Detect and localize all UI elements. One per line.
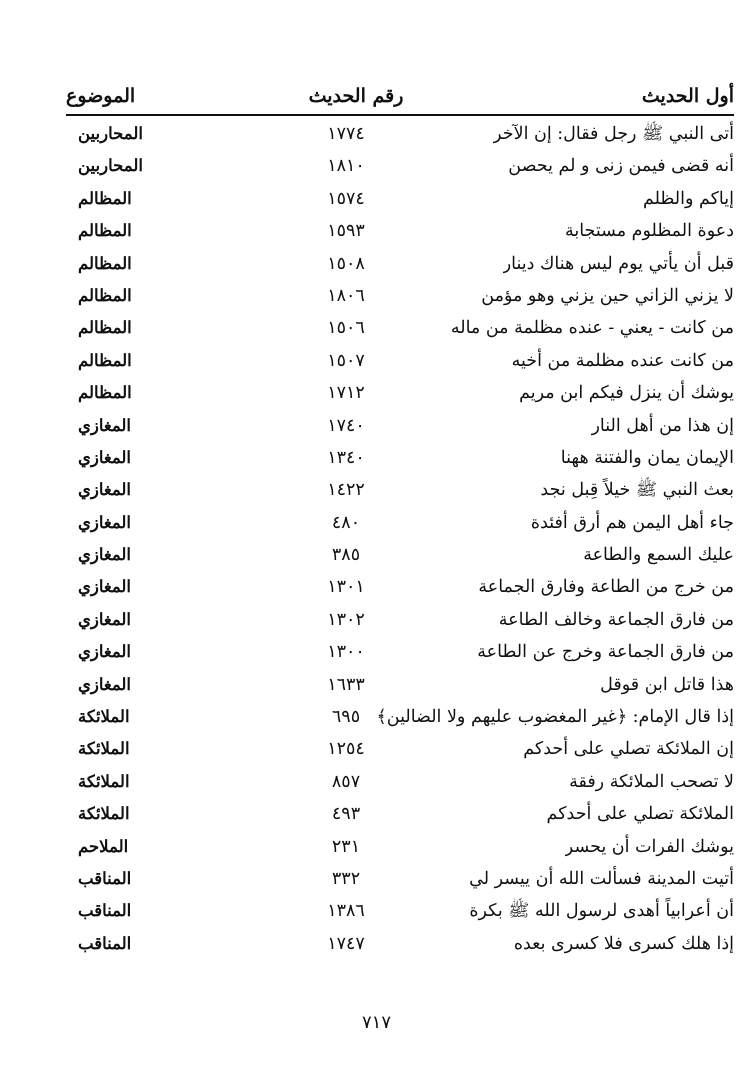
table-row — [66, 312, 734, 344]
table-row — [66, 248, 734, 280]
topic-cell: المناقب — [78, 868, 132, 888]
topic-cell: المغازي — [78, 415, 132, 435]
table-header — [66, 78, 734, 114]
table-row — [66, 377, 734, 409]
table-row — [66, 669, 734, 701]
first-hadith-cell: لا تصحب الملائكة رفقة — [569, 771, 734, 792]
first-hadith-cell: بعث النبي ﷺ خيلاً قِبل نجد — [540, 480, 734, 501]
table-row — [66, 636, 734, 668]
first-hadith-cell: هذا قاتل ابن قوقل — [600, 674, 734, 695]
table-row — [66, 183, 734, 215]
hadith-number-cell: ١٨٠٦ — [327, 285, 365, 306]
table-row — [66, 571, 734, 603]
table-row — [66, 539, 734, 571]
table-row — [66, 863, 734, 895]
column-header-topic: الموضوع — [66, 85, 136, 107]
first-hadith-cell: لا يزني الزاني حين يزني وهو مؤمن — [481, 285, 734, 306]
topic-cell: الملائكة — [78, 707, 130, 727]
topic-cell: الملاحم — [78, 836, 129, 856]
first-hadith-cell: إياكم والظلم — [642, 188, 734, 209]
hadith-number-cell: ٤٩٣ — [331, 804, 361, 825]
first-hadith-cell: من فارق الجماعة وخرج عن الطاعة — [477, 642, 734, 663]
table-row — [66, 280, 734, 312]
table-row — [66, 215, 734, 247]
table-row — [66, 928, 734, 960]
hadith-number-cell: ١٥٠٦ — [327, 318, 365, 339]
index-table — [66, 118, 734, 960]
table-row — [66, 410, 734, 442]
hadith-number-cell: ١٧٤٧ — [327, 933, 365, 954]
topic-cell: المظالم — [78, 350, 132, 370]
first-hadith-cell: أن أعرابياً أهدى لرسول الله ﷺ بكرة — [469, 901, 734, 922]
topic-cell: المظالم — [78, 318, 132, 338]
hadith-number-cell: ٣٨٥ — [331, 545, 361, 566]
hadith-number-cell: ٦٩٥ — [331, 707, 361, 728]
hadith-number-cell: ١٧٤٠ — [327, 415, 365, 436]
hadith-number-cell: ١٣٠١ — [327, 577, 365, 598]
topic-cell: المغازي — [78, 674, 132, 694]
hadith-number-cell: ١٣٠٢ — [327, 609, 365, 630]
table-row — [66, 442, 734, 474]
topic-cell: المظالم — [78, 253, 132, 273]
hadith-number-cell: ٤٨٠ — [331, 512, 361, 533]
topic-cell: المغازي — [78, 545, 132, 565]
hadith-number-cell: ١٣٤٠ — [327, 447, 365, 468]
hadith-number-cell: ١٢٥٤ — [327, 739, 365, 760]
hadith-number-cell: ١٣٠٠ — [327, 642, 365, 663]
topic-cell: المحاربين — [78, 156, 143, 176]
topic-cell: الملائكة — [78, 739, 130, 759]
table-row — [66, 831, 734, 863]
hadith-number-cell: ١٨١٠ — [327, 156, 365, 177]
first-hadith-cell: من فارق الجماعة وخالف الطاعة — [498, 609, 734, 630]
hadith-number-cell: ١٣٨٦ — [327, 901, 365, 922]
first-hadith-cell: من خرج من الطاعة وفارق الجماعة — [478, 577, 734, 598]
first-hadith-cell: أتيت المدينة فسألت الله أن ييسر لي — [469, 868, 734, 889]
table-row — [66, 733, 734, 765]
topic-cell: المغازي — [78, 512, 132, 532]
topic-cell: المغازي — [78, 609, 132, 629]
hadith-number-cell: ١٧٧٤ — [327, 124, 365, 144]
topic-cell: المظالم — [78, 285, 132, 305]
topic-cell: المناقب — [78, 901, 132, 921]
hadith-number-cell: ١٧١٢ — [327, 383, 365, 404]
table-row — [66, 474, 734, 506]
topic-cell: المحاربين — [78, 124, 143, 143]
page-number: ٧١٧ — [361, 1012, 391, 1033]
hadith-number-cell: ١٥٩٣ — [327, 221, 365, 242]
topic-cell: المظالم — [78, 188, 132, 208]
hadith-number-cell: ١٤٢٢ — [327, 480, 365, 501]
topic-cell: المغازي — [78, 480, 132, 500]
hadith-number-cell: ١٥٠٧ — [327, 350, 365, 371]
first-hadith-cell: إذا هلك كسرى فلا كسرى بعده — [513, 933, 734, 954]
table-row — [66, 701, 734, 733]
topic-cell: الملائكة — [78, 804, 130, 824]
first-hadith-cell: أتى النبي ﷺ رجل فقال: إن الآخر — [493, 124, 734, 144]
topic-cell: المغازي — [78, 642, 132, 662]
topic-cell: المظالم — [78, 221, 132, 241]
first-hadith-cell: من كانت - يعني - عنده مظلمة من ماله — [450, 318, 734, 339]
first-hadith-cell: إذا قال الإمام: ﴿غير المغضوب عليهم ولا الضالين﴾ — [376, 707, 734, 728]
table-row — [66, 895, 734, 927]
first-hadith-cell: دعوة المظلوم مستجابة — [564, 221, 734, 242]
first-hadith-cell: الملائكة تصلي على أحدكم — [546, 804, 734, 825]
table-row — [66, 345, 734, 377]
first-hadith-cell: يوشك الفرات أن يحسر — [564, 836, 734, 857]
table-row — [66, 798, 734, 830]
first-hadith-cell: إن الملائكة تصلي على أحدكم — [523, 739, 734, 760]
header-divider — [66, 114, 734, 116]
table-row — [66, 766, 734, 798]
table-row — [66, 150, 734, 182]
column-header-hadith-number: رقم الحديث — [308, 85, 404, 107]
hadith-number-cell: ٣٣٢ — [331, 868, 361, 889]
first-hadith-cell: عليك السمع والطاعة — [583, 545, 734, 566]
hadith-number-cell: ١٥٧٤ — [327, 188, 365, 209]
table-row — [66, 604, 734, 636]
first-hadith-cell: أنه قضى فيمن زنى و لم يحصن — [508, 156, 734, 177]
hadith-number-cell: ١٥٠٨ — [327, 253, 365, 274]
column-header-first-hadith: أول الحديث — [641, 85, 734, 107]
table-row — [66, 118, 734, 150]
topic-cell: الملائكة — [78, 771, 130, 791]
first-hadith-cell: جاء أهل اليمن هم أرق أفئدة — [530, 512, 734, 533]
first-hadith-cell: يوشك أن ينزل فيكم ابن مريم — [519, 383, 734, 404]
table-row — [66, 507, 734, 539]
hadith-number-cell: ٨٥٧ — [331, 771, 361, 792]
first-hadith-cell: الإيمان يمان والفتنة ههنا — [560, 447, 734, 468]
hadith-number-cell: ٢٣١ — [331, 836, 361, 857]
first-hadith-cell: إن هذا من أهل النار — [591, 415, 734, 436]
topic-cell: المغازي — [78, 447, 132, 467]
topic-cell: المغازي — [78, 577, 132, 597]
hadith-number-cell: ١٦٣٣ — [327, 674, 365, 695]
first-hadith-cell: من كانت عنده مظلمة من أخيه — [511, 350, 734, 371]
topic-cell: المناقب — [78, 933, 132, 953]
first-hadith-cell: قبل أن يأتي يوم ليس هناك دينار — [502, 253, 734, 274]
topic-cell: المظالم — [78, 383, 132, 403]
